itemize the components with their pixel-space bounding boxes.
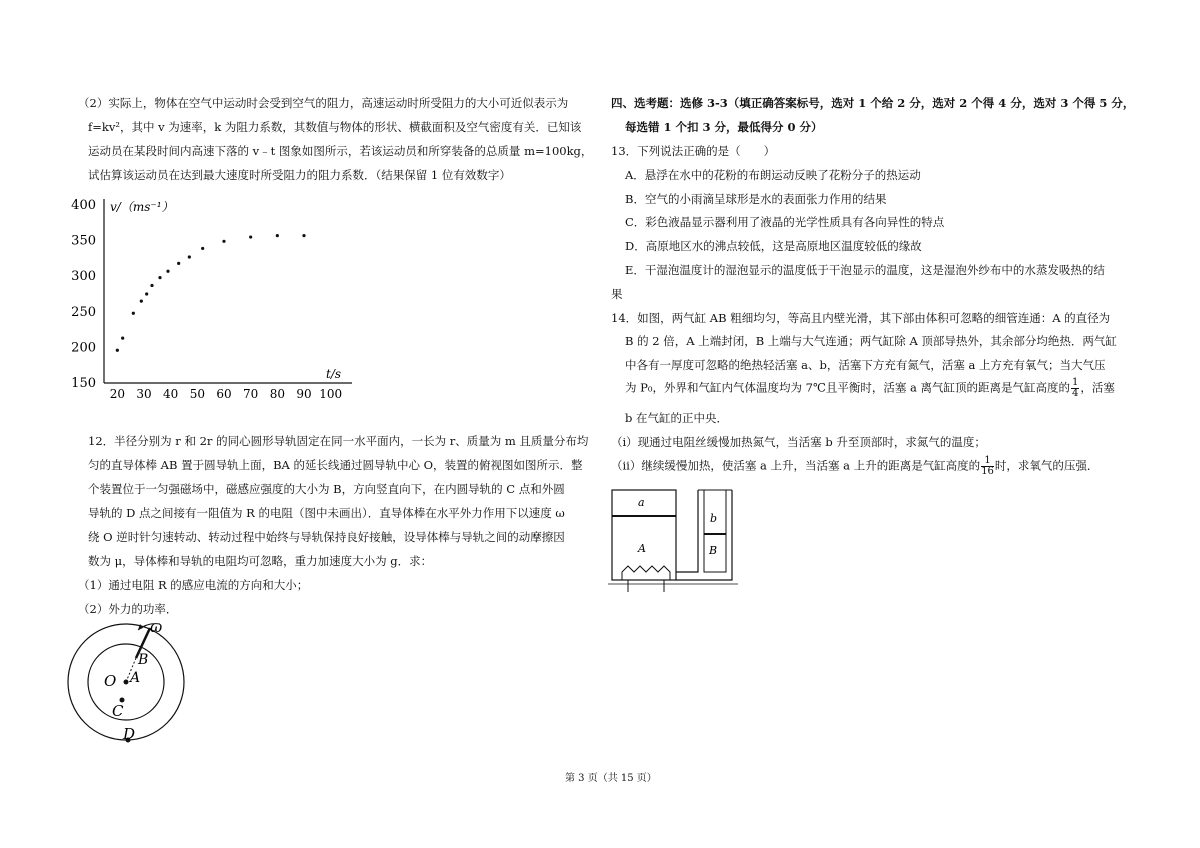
q13-option-e: E．干湿泡温度计的湿泡显示的温度低于干泡显示的温度，这是湿泡外纱布中的水蒸发吸热的结: [625, 263, 1105, 277]
q14-part-i: （ⅰ）现通过电阻丝缓慢加热氮气，当活塞 b 升至顶部时，求氮气的温度；: [611, 435, 986, 449]
label-omega: ω: [150, 618, 163, 636]
data-point: [116, 349, 119, 352]
y-tick-label: 150: [71, 376, 96, 391]
frac1-den: 4: [1072, 388, 1079, 399]
q13-stem: 13．下列说法正确的是（ ）: [611, 144, 776, 158]
data-point: [158, 276, 161, 279]
y-tick-label: 250: [71, 304, 96, 320]
q13-option-a: A．悬浮在水中的花粉的布朗运动反映了花粉分子的热运动: [625, 168, 921, 182]
q12-line-8: （2）外力的功率．: [78, 602, 178, 616]
frac2-den: 16: [981, 466, 994, 477]
x-tick-label: 50: [189, 387, 205, 401]
q13-option-c: C．彩色液晶显示器利用了液晶的光学性质具有各向异性的特点: [625, 215, 945, 229]
q12-line-7: （1）通过电阻 R 的感应电流的方向和大小；: [78, 578, 309, 592]
data-point: [121, 337, 124, 340]
x-tick-label: 70: [243, 387, 259, 401]
concentric-rails-figure: [68, 620, 218, 750]
y-tick-label: 350: [71, 233, 96, 249]
q14-line-4-a: 为 P₀，外界和气缸内气体温度均为 7℃且平衡时，活塞 a 离气缸顶的距离是气缸高度的: [625, 380, 1071, 395]
section4-line-1: 四、选考题：选修 3-3（填正确答案标号，选对 1 个给 2 分，选对 2 个得 4 分，选对 3 个得 5 分，: [611, 96, 1135, 110]
q14-part-ii: [611, 456, 1098, 477]
frac1-num: 1: [1072, 377, 1079, 388]
data-point: [132, 312, 135, 315]
q12-line-6: 数为 μ，导体棒和导轨的电阻均可忽略，重力加速度大小为 g．求：: [88, 554, 433, 568]
q13-option-b: B．空气的小雨滴呈球形是水的表面张力作用的结果: [625, 192, 887, 206]
data-point: [222, 240, 225, 243]
p2-line-4: 试估算该运动员在达到最大速度时所受阻力的阻力系数．（结果保留 1 位有效数字）: [88, 168, 511, 182]
label-B-cyl: B: [709, 544, 718, 557]
q12-line-1: 12．半径分别为 r 和 2r 的同心圆形导轨固定在同一水平面内，一长为 r、质量为 m 且质量分布均: [88, 434, 589, 448]
x-tick-label: 80: [269, 387, 285, 401]
data-point: [150, 284, 153, 287]
fraction-one-quarter: [1071, 378, 1079, 399]
heater-wire: [622, 566, 670, 580]
q14-line-2: B 的 2 倍，A 上端封闭，B 上端与大气连通；两气缸除 A 顶部导热外，其余部分均绝热．两气缸: [625, 334, 1117, 348]
p2-line-1: （2）实际上，物体在空气中运动时会受到空气的阻力，高速运动时所受阻力的大小可近似表示为: [78, 96, 569, 110]
x-axis-label: t/s: [326, 367, 342, 381]
q14-part-ii-a: （ⅱ）继续缓慢加热，使活塞 a 上升，当活塞 a 上升的距离是气缸高度的: [611, 458, 981, 473]
x-tick-label: 90: [296, 387, 312, 401]
q12-line-2: 匀的直导体棒 AB 置于圆导轨上面，BA 的延长线通过圆导轨中心 O，装置的俯视图如图所示．整: [88, 458, 583, 472]
data-point: [177, 262, 180, 265]
label-B: B: [138, 652, 149, 668]
q13-option-d: D．高原地区水的沸点较低，这是高原地区温度较低的缘故: [625, 239, 922, 253]
label-A: A: [130, 670, 141, 686]
p2-line-3: 运动员在某段时间内高速下落的 v﹣t 图象如图所示，若该运动员和所穿装备的总质量 m=100kg，: [88, 144, 593, 158]
vt-chart: [72, 190, 362, 405]
label-D: D: [123, 725, 136, 743]
frac2-num: 1: [981, 456, 994, 467]
x-tick-label: 30: [136, 387, 152, 401]
fraction-one-sixteenth: [981, 456, 994, 477]
x-tick-label: 100: [319, 387, 343, 401]
q14-line-5: b 在气缸的正中央．: [625, 411, 729, 425]
page-footer: 第 3 页（共 15 页）: [565, 773, 657, 784]
q12-line-3: 个装置位于一匀强磁场中，磁感应强度的大小为 B，方向竖直向下，在内圆导轨的 C 点和外圆: [88, 482, 565, 496]
q14-line-3: 中各有一厚度可忽略的绝热轻活塞 a、b，活塞下方充有氮气，活塞 a 上方充有氧气；当大气压: [625, 358, 1106, 372]
data-point: [166, 270, 169, 273]
data-point: [188, 255, 191, 258]
cylinders-figure: [608, 488, 748, 598]
y-tick-label: 300: [71, 269, 96, 285]
section4-line-2: 每选错 1 个扣 3 分，最低得分 0 分）: [625, 120, 823, 134]
data-point: [145, 292, 148, 295]
y-tick-label: 400: [71, 198, 96, 213]
label-C: C: [112, 702, 124, 720]
p2-line-2: f=kv²，其中 v 为速率，k 为阻力系数，其数值与物体的形状、横截面积及空气密度有关．已知该: [88, 120, 582, 134]
data-point: [302, 234, 305, 237]
data-point: [140, 300, 143, 303]
y-axis-label: v/（ms⁻¹）: [110, 200, 174, 214]
label-A-cyl: A: [638, 542, 646, 555]
label-O: O: [104, 672, 117, 690]
data-point: [249, 235, 252, 238]
x-tick-label: 40: [163, 387, 179, 401]
q14-line-1: 14．如图，两气缸 AB 粗细均匀，等高且内壁光滑，其下部由体积可忽略的细管连通：A 的直径为: [611, 311, 1111, 325]
data-point: [201, 247, 204, 250]
q14-part-ii-b: 时，求氧气的压强．: [994, 458, 1099, 473]
q13-option-e-cont: 果: [611, 287, 623, 301]
x-tick-label: 60: [216, 387, 232, 401]
data-point: [276, 234, 279, 237]
label-a: a: [638, 496, 645, 509]
q12-line-4: 导轨的 D 点之间接有一阻值为 R 的电阻（图中未画出）．直导体棒在水平外力作用下以速度 ω: [88, 506, 565, 520]
label-b: b: [710, 512, 718, 525]
x-tick-label: 20: [109, 387, 125, 401]
y-tick-label: 200: [71, 340, 96, 356]
q14-line-4: [625, 378, 1115, 399]
q14-line-4-b: ，活塞: [1080, 380, 1115, 395]
q12-line-5: 绕 O 逆时针匀速转动、转动过程中始终与导轨保持良好接触，设导体棒与导轨之间的动摩擦因: [88, 530, 565, 544]
